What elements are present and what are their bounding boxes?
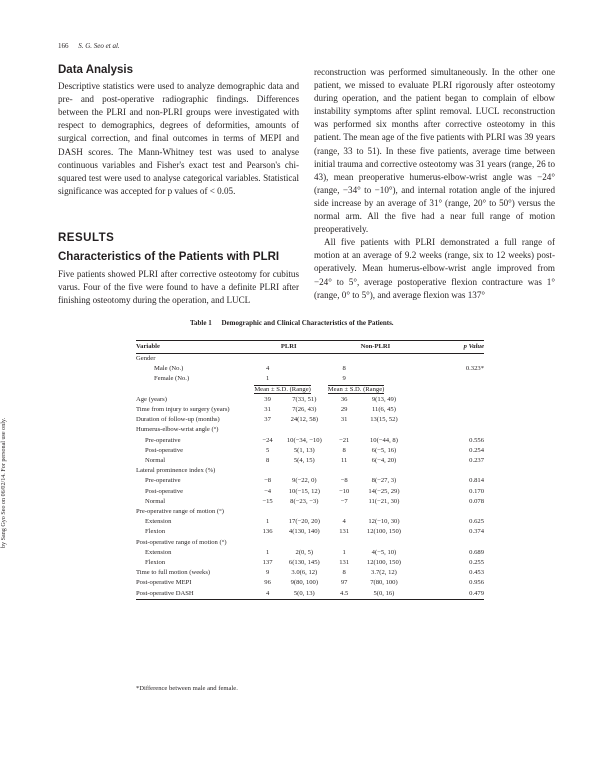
row-label: Post-operative range of motion (°) [136,538,227,546]
plri-sd-range: 7(33, 51) [292,395,317,403]
plri-sd-range: 17(−20, 20) [288,518,320,526]
p-value [407,507,484,517]
plri-mean: 39 [264,395,271,403]
download-side-note [0,228,8,548]
side-note-line-2: by Sang Gyo Seo on 06/02/14. For personal use only. [1,417,8,548]
non-plri-sd-range: 5(0, 16) [361,589,408,600]
table-row [136,568,484,578]
non-plri-mean: 4.5 [328,589,361,600]
plri-mean: 96 [264,579,271,587]
plri-mean [254,538,281,548]
header-p-value: p Value [407,341,484,354]
row-label: Flexion [145,528,166,536]
non-plri-sd-range [361,364,408,374]
plri-mean: 37 [264,416,271,424]
table-row [136,374,484,384]
mean-sd-label-non-plri: Mean ± S.D. (Range) [327,385,385,393]
row-label: Time from injury to surgery (years) [136,406,230,414]
running-authors: S. G. Seo et al. [78,42,120,50]
plri-mean: 1 [265,548,270,556]
non-plri-sd-range: 11(−21, 30) [368,497,400,505]
non-plri-sd-range: 8(−27, 3) [371,477,397,485]
running-header [58,42,120,50]
plri-sd-range: 3.0(6, 12) [291,569,318,577]
plri-sd-range: 10(−15, 12) [288,487,320,495]
plri-mean: 4 [254,589,281,600]
non-plri-sd-range: 10(−44, 8) [370,436,398,444]
plri-sd-range: 5(4, 15) [293,457,315,465]
row-label: Time to full motion (weeks) [136,569,211,577]
non-plri-mean: 31 [340,416,348,424]
table-row [136,364,484,374]
plri-sd-range: 24(12, 58) [290,416,319,424]
non-plri-mean: −21 [339,436,350,444]
table-row [136,487,484,497]
row-label: Duration of follow-up (months) [136,416,220,424]
characteristics-paragraph: Five patients showed PLRI after corrective osteotomy for cubitus varus. Four of the five were found to have a definite PLRI after finishing osteotomy during the operation, and LUCL [58,269,299,306]
plri-sd-range [281,538,328,548]
plri-sd-range [281,374,328,384]
table-row [136,497,484,507]
table-row [136,507,484,517]
table-row [136,476,484,486]
row-label: Pre-operative [145,436,181,444]
table-row [136,446,484,456]
right-column [314,66,555,302]
table-row [136,395,484,405]
non-plri-mean: −10 [339,487,350,495]
plri-mean: −24 [262,436,273,444]
p-value: 0.323* [465,365,484,373]
row-label: Pre-operative range of motion (°) [136,508,224,516]
table-row [136,558,484,568]
p-value [407,425,484,435]
plri-mean [254,507,281,517]
non-plri-mean [328,538,361,548]
non-plri-sd-range: 6(−5, 16) [371,446,397,454]
row-label: Normal [145,457,166,465]
table-body [136,354,484,600]
p-value: 0.453 [469,569,484,577]
plri-sd-range: 4(130, 140) [288,528,320,536]
p-value [407,405,484,415]
non-plri-mean: 8 [342,446,346,454]
non-plri-sd-range [361,354,408,365]
non-plri-sd-range: 6(−4, 20) [371,457,397,465]
non-plri-sd-range [361,374,408,384]
row-label: Post-operative MEPI [136,579,192,587]
plri-sd-range: 2(0, 5) [295,548,314,556]
right-paragraph-2: All five patients with PLRI demonstrated a full range of motion at an average of 9.2 weeks (range, six to 12 weeks) post-operatively. Mean humerus-elbow-wrist angle improved from −24° to 5°, average postoperative flexion contracture was 1° (range, 0° to 5°), and average flexion was 137° [314,237,555,300]
p-value [407,354,484,365]
plri-sd-range: 9(−22, 0) [292,477,317,485]
header-plri: PLRI [281,341,328,354]
non-plri-sd-range: 3.7(2, 12) [371,569,397,577]
plri-mean: −15 [262,497,273,505]
p-value: 0.956 [469,579,484,587]
table-row [136,517,484,527]
plri-sd-range: 5(0, 13) [281,589,328,600]
non-plri-mean: 29 [340,406,348,414]
table-label: Table 1 [190,319,212,327]
table-row [136,436,484,446]
left-column [58,64,299,307]
table-row [136,578,484,588]
non-plri-sd-range [361,538,408,548]
non-plri-mean [328,425,361,435]
plri-mean [254,354,281,365]
plri-sd-range: 9(80, 100) [290,579,319,587]
table-row [136,589,484,600]
non-plri-mean: 97 [340,579,348,587]
plri-sd-range: 7(26, 43) [292,406,317,414]
page-number: 166 [58,42,69,50]
characteristics-heading: Characteristics of the Patients with PLRI [58,251,280,264]
plri-sd-range [281,507,328,517]
plri-mean [254,466,281,476]
table-row [136,405,484,415]
plri-sd-range [281,425,328,435]
plri-mean: 1 [265,375,270,383]
row-label: Age (years) [136,395,167,403]
p-value [407,395,484,405]
non-plri-mean [328,466,361,476]
row-label: Female (No.) [154,375,190,383]
non-plri-mean: 36 [340,395,348,403]
plri-mean [254,425,281,435]
non-plri-mean: 4 [342,518,346,526]
table-row [136,548,484,558]
plri-sd-range [281,466,328,476]
p-value [407,466,484,476]
row-label: Pre-operative [145,477,181,485]
p-value: 0.556 [469,436,484,444]
table-row [136,354,484,365]
non-plri-sd-range: 4(−5, 10) [371,548,397,556]
plri-sd-range: 8(−23, −3) [290,497,319,505]
non-plri-mean: −8 [340,477,348,485]
p-value: 0.814 [469,477,484,485]
p-value: 0.625 [469,518,484,526]
table-caption [190,319,394,327]
row-label: Post-operative [145,446,184,454]
row-label: Extension [145,548,172,556]
non-plri-sd-range: 12(100, 150) [366,559,401,567]
right-paragraph-1: reconstruction was performed simultaneously. In the other one patient, we missed to evaluate PLRI rigorously after osteotomy during operation, and the patient began to complain of elbow instability symptoms after splint removal. LUCL reconstruction was performed six months after corrective osteotomy in this patient. The mean age of the five patients with PLRI was 39 years (range, 33 to 51). In these five patients, average time between initial trauma and corrective osteotomy was 31 years (range, 26 to 43), mean preoperative humerus-elbow-wrist angle was −24° (range, −34° to −10°), and internal rotation angle of the injured side increase by an average of 31° (range, 20° to 50°) versus the normal arm. All the five had a near full range of motion preoperatively. [314,67,555,235]
plri-mean: 9 [265,569,270,577]
non-plri-mean: 8 [342,365,346,373]
non-plri-sd-range: 9(13, 49) [371,395,397,403]
p-value [407,415,484,425]
non-plri-sd-range: 12(100, 150) [366,528,401,536]
row-label: Flexion [145,559,166,567]
non-plri-mean: 11 [341,457,348,465]
table-row [136,466,484,476]
table-row [136,425,484,435]
data-analysis-paragraph: Descriptive statistics were used to analyze demographic data and pre- and post-operative radiographic findings. Differences between the PLRI and non-PLRI groups were investigated with respect to demographics, degrees of deformities, amounts of surgical correction, and final outcomes in terms of MEPI and DASH scores. The Mann-Whitney test was used to analyse continuous variables and Fisher's exact test and Pearson's chi-squared test were used to analyse categorical variables. Statistical significance was accepted for p values of < 0.05. [58,81,299,196]
p-value: 0.479 [407,589,484,600]
results-heading: RESULTS [58,231,115,244]
plri-mean: 8 [265,457,270,465]
table-row [136,538,484,548]
p-value [407,538,484,548]
non-plri-mean: −7 [340,497,348,505]
characteristics-table [136,340,484,600]
row-label: Humerus-elbow-wrist angle (°) [136,426,219,434]
non-plri-mean: 131 [339,528,350,536]
p-value [407,374,484,384]
plri-sd-range [281,354,328,365]
non-plri-sd-range: 11(6, 45) [371,406,396,414]
plri-sd-range: 5(1, 13) [293,446,315,454]
table-footnote: *Difference between male and female. [136,685,238,692]
row-label: Male (No.) [154,365,184,373]
plri-mean: 136 [262,528,273,536]
plri-mean: 4 [265,365,270,373]
row-label: Extension [145,518,172,526]
data-analysis-heading: Data Analysis [58,64,133,76]
row-label: Lateral prominence index (%) [136,467,216,475]
plri-sd-range [281,364,328,374]
plri-mean: −4 [264,487,272,495]
non-plri-sd-range: 13(15, 52) [370,416,398,424]
plri-mean: 137 [262,559,273,567]
non-plri-mean [328,507,361,517]
header-non-plri: Non-PLRI [361,341,408,354]
row-label: Post-operative [145,487,184,495]
table-row [136,415,484,425]
plri-mean: 5 [265,446,270,454]
table-row [136,527,484,537]
p-value: 0.255 [469,559,484,567]
row-label: Post-operative DASH [136,589,254,600]
table-caption-text: Demographic and Clinical Characteristics of the Patients. [221,319,394,327]
p-value: 0.237 [469,457,484,465]
non-plri-mean: 9 [342,375,346,383]
non-plri-sd-range: 7(80, 100) [370,579,398,587]
non-plri-sd-range [361,466,408,476]
p-value: 0.689 [469,548,484,556]
non-plri-sd-range [361,425,408,435]
p-value: 0.374 [469,528,484,536]
plri-sd-range: 10(−34, −10) [286,436,322,444]
plri-sd-range: 6(130, 145) [288,559,320,567]
non-plri-sd-range [361,507,408,517]
row-label: Normal [145,497,166,505]
non-plri-mean: 1 [342,548,346,556]
row-label: Gender [136,355,156,362]
plri-mean: 1 [265,518,270,526]
table-header-row [136,341,484,354]
plri-mean: −8 [264,477,272,485]
non-plri-mean [328,354,361,365]
non-plri-sd-range: 14(−25, 29) [368,487,400,495]
p-value: 0.254 [469,446,484,454]
table-row [136,456,484,466]
p-value: 0.170 [469,487,484,495]
non-plri-mean: 131 [339,559,350,567]
non-plri-mean: 8 [342,569,346,577]
plri-mean: 31 [264,406,271,414]
header-variable: Variable [136,341,254,354]
non-plri-sd-range: 12(−10, 30) [368,518,400,526]
p-value: 0.078 [469,497,484,505]
mean-sd-label-plri: Mean ± S.D. (Range) [254,385,311,393]
table-row [136,385,484,395]
